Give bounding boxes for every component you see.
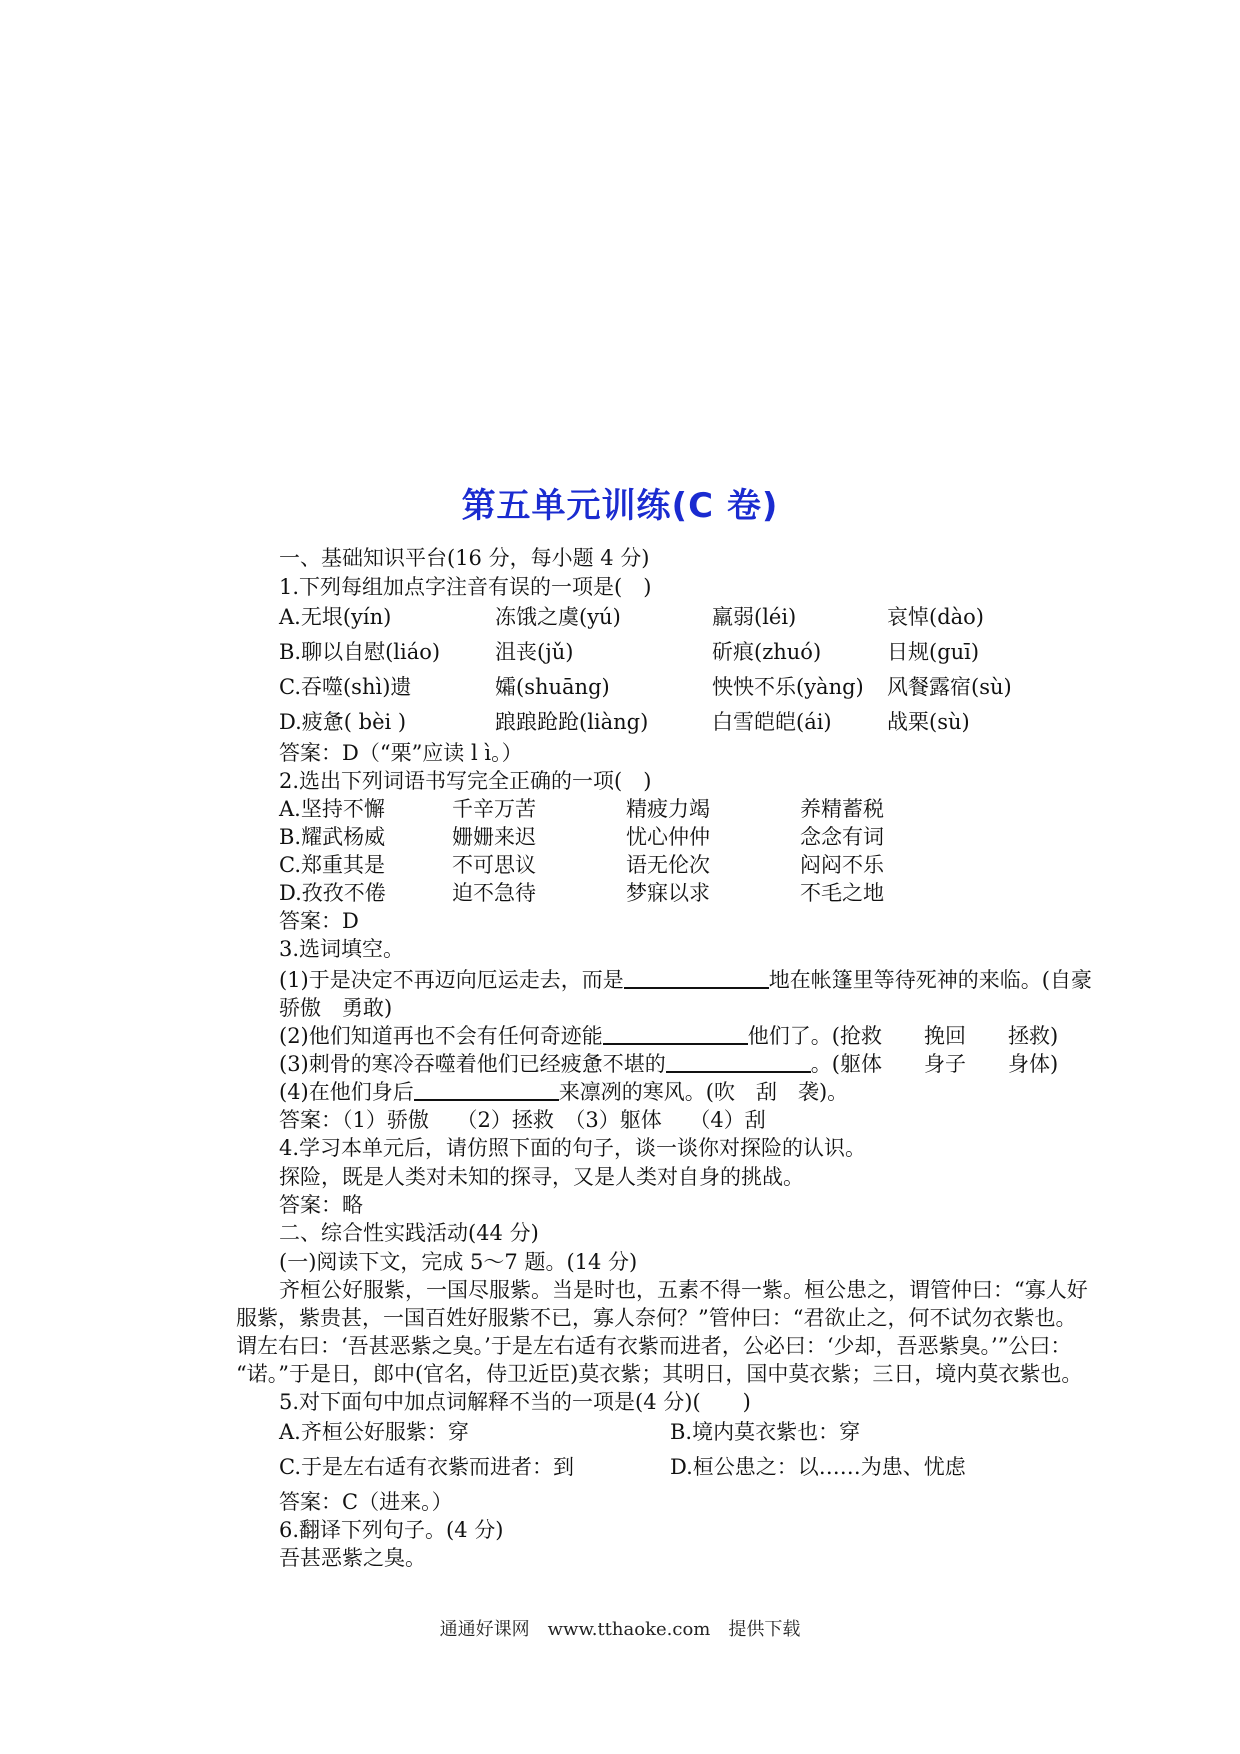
- q6-stem: 6.翻译下列句子。(4 分): [279, 1518, 504, 1542]
- q3-stem: 3.选词填空。: [279, 937, 405, 961]
- q3-line-2-start: (2)他们知道再也不会有任何奇迹能: [279, 1024, 603, 1048]
- q5-option-a: A.齐桓公好服紫：穿: [279, 1420, 469, 1444]
- q2-b-col1: B.耀武杨威: [279, 825, 386, 849]
- q2-c-col2: 不可思议: [452, 853, 536, 877]
- q1-c-col3: 怏怏不乐(yàng): [712, 675, 864, 699]
- q2-c-col4: 闷闷不乐: [800, 853, 884, 877]
- section-1-heading: 一、基础知识平台(16 分，每小题 4 分): [279, 546, 650, 570]
- q1-d-col1: D.疲惫( bèi ): [279, 710, 407, 734]
- page-title: 第五单元训练(C 卷): [461, 486, 779, 526]
- q1-c-col2: 孀(shuāng): [495, 675, 610, 699]
- q6-sentence: 吾甚恶紫之臭。: [279, 1546, 426, 1570]
- q2-c-col3: 语无伦次: [626, 853, 710, 877]
- q3-line-4: [279, 1078, 848, 1106]
- q1-b-col1: B.聊以自慰(liáo): [279, 640, 441, 664]
- q2-b-col2: 姗姗来迟: [452, 825, 536, 849]
- passage-line: 服紫，紫贵甚，一国百姓好服紫不已，寡人奈何？”管仲曰：“君欲止之，何不试勿衣紫也。: [236, 1306, 1077, 1330]
- page-footer: 通通好课网 www.tthaoke.com 提供下载: [439, 1619, 801, 1640]
- q3-line-1-end: 地在帐篷里等待死神的来临。(自豪: [768, 968, 1092, 992]
- q2-d-col4: 不毛之地: [800, 881, 884, 905]
- q3-line-3-start: (3)刺骨的寒冷吞噬着他们已经疲惫不堪的: [279, 1052, 666, 1076]
- q1-a-col1: A.无垠(yín): [279, 605, 392, 629]
- q2-b-col4: 念念有词: [800, 825, 884, 849]
- q2-c-col1: C.郑重其是: [279, 853, 385, 877]
- q2-d-col3: 梦寐以求: [626, 881, 710, 905]
- q4-example: 探险，既是人类对未知的探寻，又是人类对自身的挑战。: [279, 1165, 804, 1189]
- q1-stem: 1.下列每组加点字注音有误的一项是( ): [279, 575, 652, 599]
- q3-line-3: [279, 1050, 1058, 1078]
- q3-line-4-start: (4)在他们身后: [279, 1080, 414, 1104]
- q2-a-col3: 精疲力竭: [626, 797, 710, 821]
- q1-c-col1: C.吞噬(shì)遗: [279, 675, 412, 699]
- section-2-sub: (一)阅读下文，完成 5～7 题。(14 分): [279, 1250, 638, 1274]
- q3-line-1-start: (1)于是决定不再迈向厄运走去，而是: [279, 968, 624, 992]
- q2-stem: 2.选出下列词语书写完全正确的一项( ): [279, 769, 652, 793]
- q1-c-col4: 风餐露宿(sù): [887, 675, 1012, 699]
- q3-line-2: [279, 1022, 1058, 1050]
- q4-answer: 答案：略: [279, 1193, 363, 1217]
- q2-d-col2: 迫不急待: [452, 881, 536, 905]
- q2-answer: 答案：D: [279, 909, 359, 933]
- q1-b-col4: 日规(guī): [887, 640, 980, 664]
- q3-line-4-end: 来凛冽的寒风。(吹 刮 袭)。: [558, 1080, 849, 1104]
- q3-blank-1[interactable]: [624, 967, 769, 989]
- q2-d-col1: D.孜孜不倦: [279, 881, 386, 905]
- q1-b-col3: 斫痕(zhuó): [712, 640, 822, 664]
- passage-line: 齐桓公好服紫，一国尽服紫。当是时也，五素不得一紫。桓公患之，谓管仲曰：“寡人好: [279, 1278, 1088, 1302]
- q1-d-col3: 白雪皑皑(ái): [712, 710, 832, 734]
- q3-blank-4[interactable]: [414, 1079, 559, 1101]
- q5-option-c: C.于是左右适有衣紫而进者：到: [279, 1455, 574, 1479]
- q3-answer: 答案：（1）骄傲 （2）拯救 （3）躯体 （4）刮: [279, 1108, 766, 1132]
- section-2-heading: 二、综合性实践活动(44 分): [279, 1221, 539, 1245]
- q3-line-1: [279, 966, 1092, 994]
- q1-b-col2: 沮丧(jǔ): [495, 640, 574, 664]
- q2-b-col3: 忧心仲仲: [626, 825, 710, 849]
- q5-answer: 答案：C（进来。）: [279, 1490, 453, 1514]
- q2-a-col1: A.坚持不懈: [279, 797, 385, 821]
- q5-option-d: D.桓公患之：以……为患、忧虑: [670, 1455, 966, 1479]
- q3-blank-3[interactable]: [666, 1051, 811, 1073]
- passage-line: “诺。”于是日，郎中(官名，侍卫近臣)莫衣紫；其明日，国中莫衣紫；三日，境内莫衣紫也。: [236, 1362, 1083, 1386]
- q4-stem: 4.学习本单元后，请仿照下面的句子，谈一谈你对探险的认识。: [279, 1136, 867, 1160]
- q1-d-col2: 踉踉跄跄(liàng): [495, 710, 649, 734]
- q2-a-col4: 养精蓄税: [800, 797, 884, 821]
- q5-option-b: B.境内莫衣紫也：穿: [670, 1420, 861, 1444]
- q3-line-1-cont: 骄傲 勇敢): [279, 996, 393, 1020]
- q1-d-col4: 战栗(sù): [887, 710, 970, 734]
- q5-stem: 5.对下面句中加点词解释不当的一项是(4 分)( ): [279, 1390, 751, 1414]
- q3-blank-2[interactable]: [603, 1023, 748, 1045]
- q3-line-3-end: 。(躯体 身子 身体): [810, 1052, 1059, 1076]
- q1-a-col4: 哀悼(dào): [887, 605, 984, 629]
- q2-a-col2: 千辛万苦: [452, 797, 536, 821]
- q1-a-col2: 冻饿之虞(yú): [495, 605, 621, 629]
- passage-line: 谓左右曰：‘吾甚恶紫之臭。’于是左右适有衣紫而进者，公必曰：‘少却，吾恶紫臭。’”公曰：: [236, 1334, 1072, 1358]
- q1-answer: 答案：D（“栗”应读 l ì。）: [279, 741, 523, 765]
- q1-a-col3: 羸弱(léi): [712, 605, 797, 629]
- q3-line-2-end: 他们了。(抢救 挽回 拯救): [747, 1024, 1059, 1048]
